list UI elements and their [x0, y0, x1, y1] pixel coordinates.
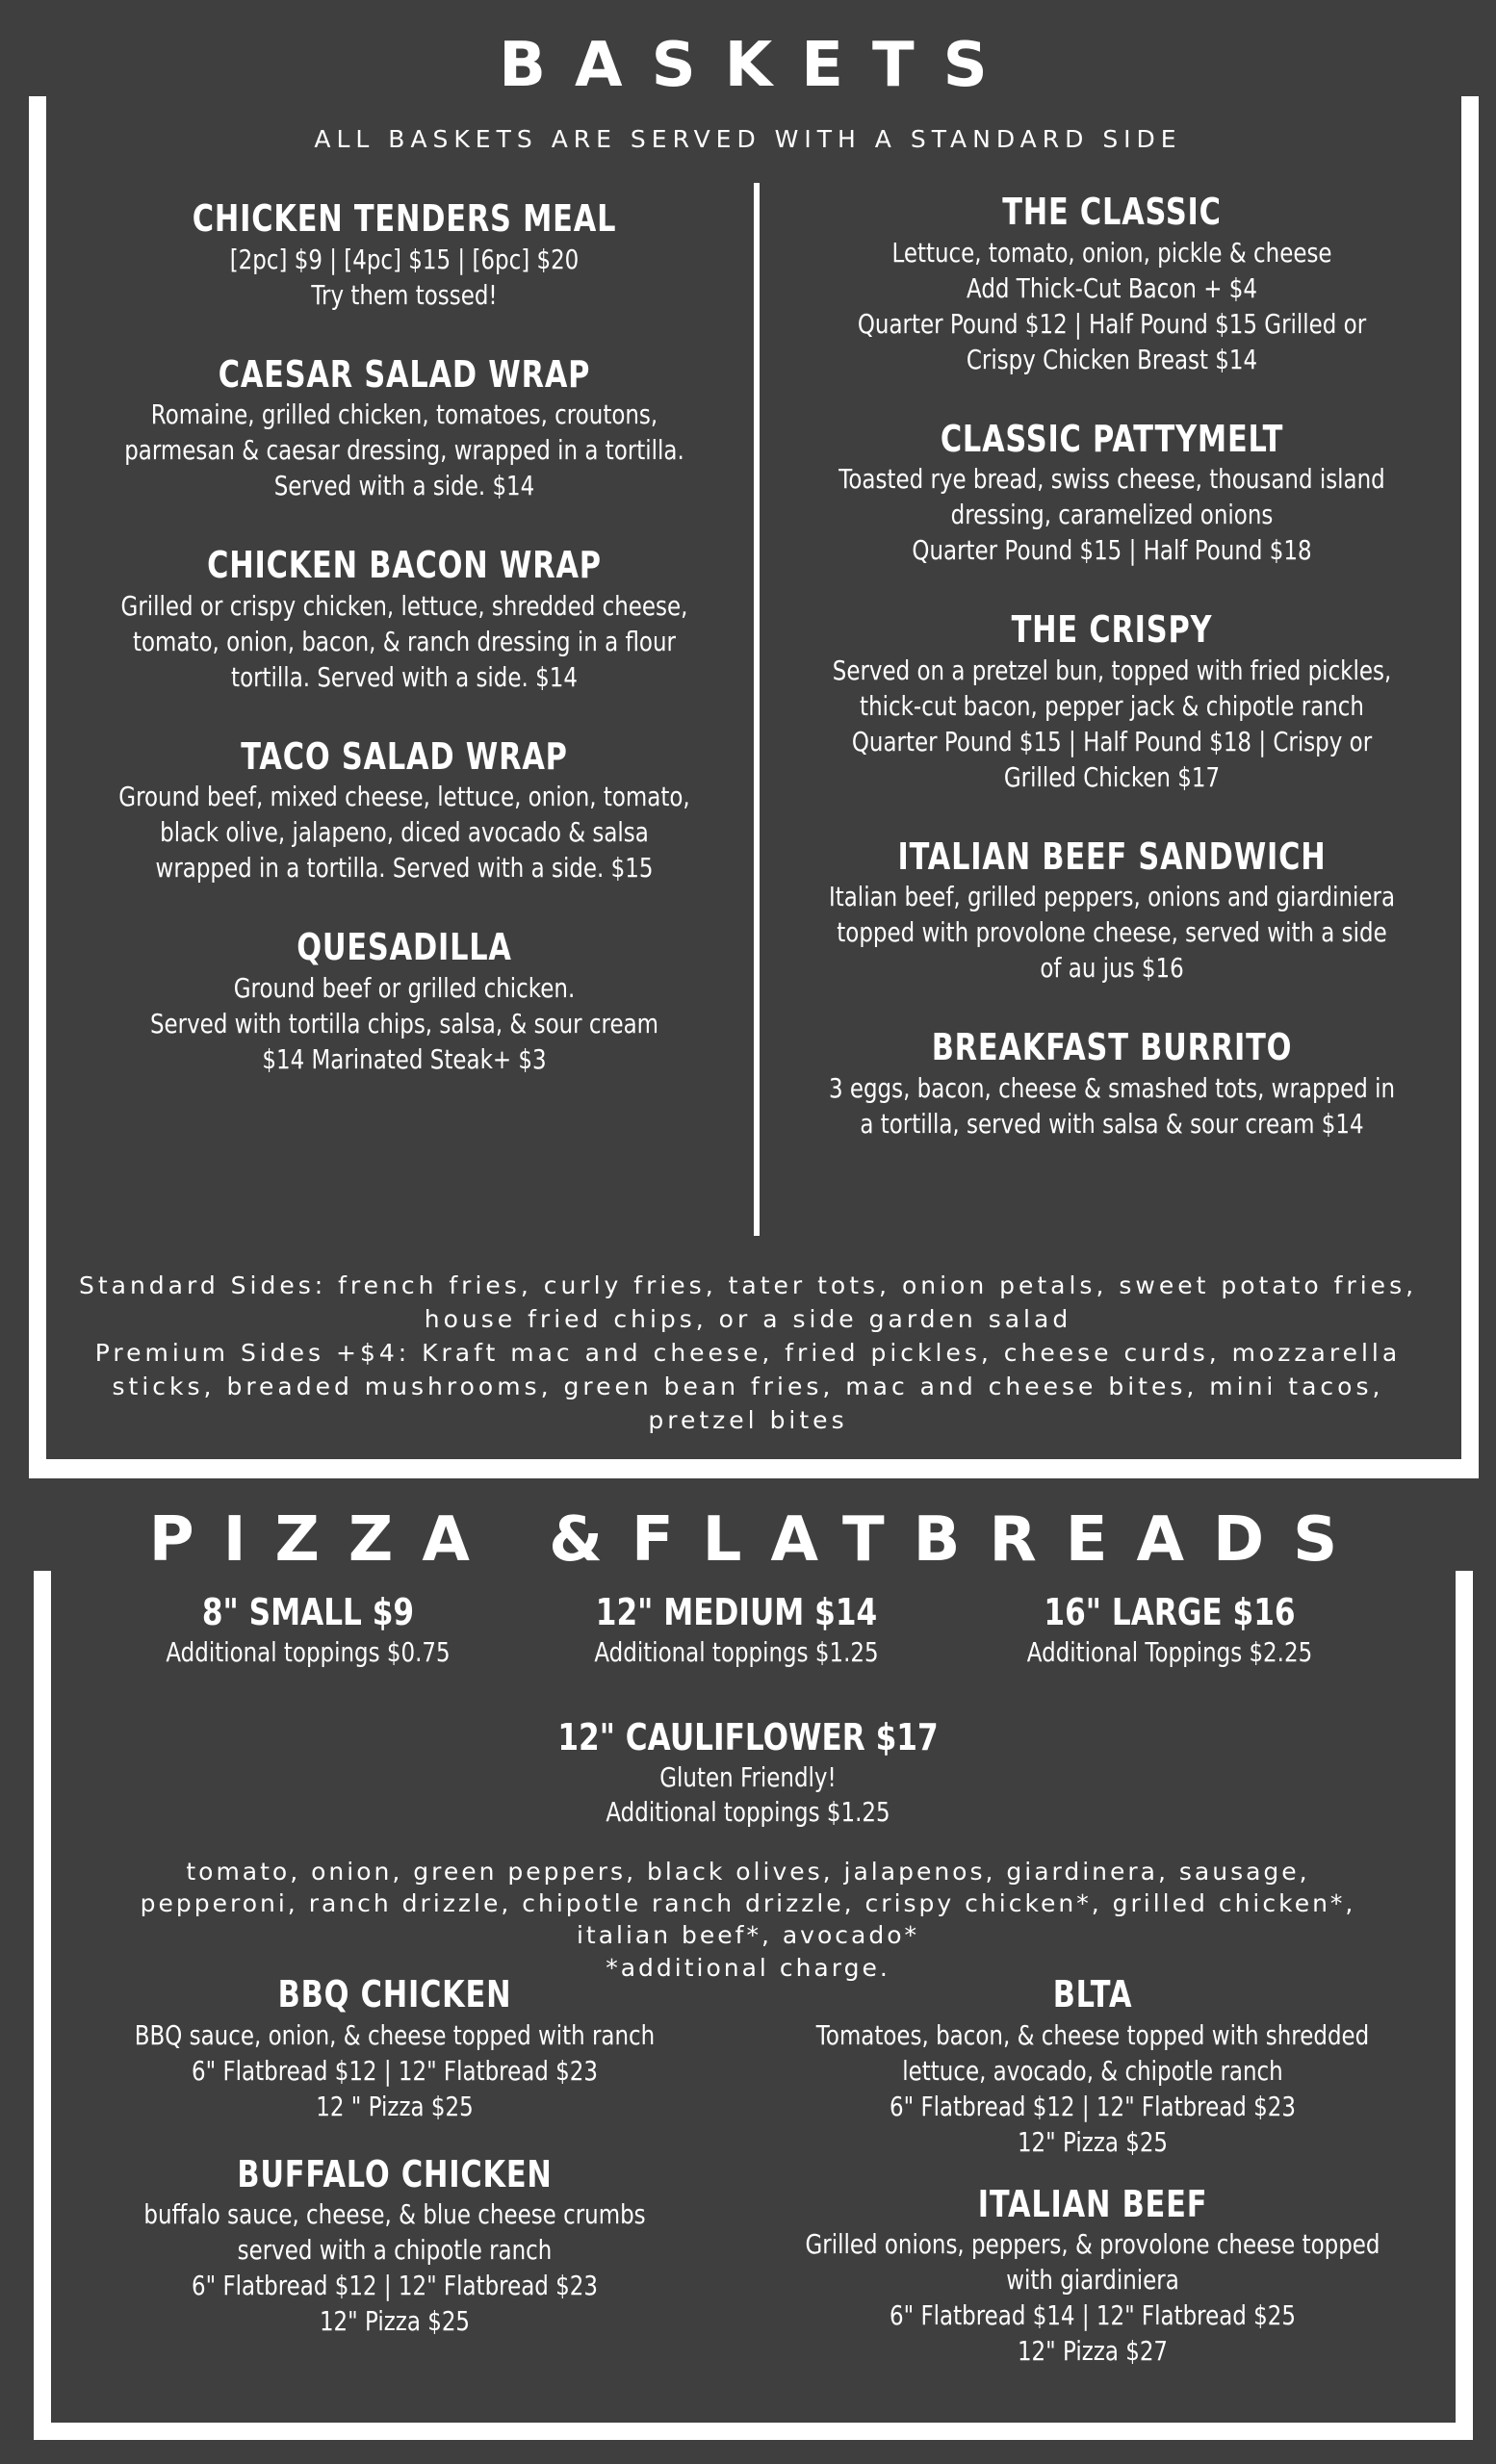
size-desc: Additional toppings $0.75 — [166, 1635, 451, 1668]
menu-item — [741, 2183, 1444, 2370]
size-large — [958, 1591, 1381, 1670]
standard-sides: Standard Sides: french fries, curly fries, tater tots, onion petals, sweet potato fries, house fried chips, or a side garden salad — [78, 1271, 1418, 1333]
item-title: QUESADILLA — [297, 926, 512, 969]
pizza-title: PIZZA &FLATBREADS — [0, 1509, 1496, 1571]
item-desc: BBQ sauce, onion, & cheese topped with ranch 6" Flatbread $12 | 12" Flatbread $23 12 " Pizza $25 — [134, 2018, 656, 2122]
item-desc: Lettuce, tomato, onion, pickle & cheese Add Thick-Cut Bacon + $4 Quarter Pound $12 | Half Pound $15 Grilled or Crispy Chicken Breast $14 — [857, 236, 1367, 375]
baskets-subtitle: ALL BASKETS ARE SERVED WITH A STANDARD SIDE — [314, 125, 1182, 153]
size-cauliflower — [0, 1716, 1496, 1830]
item-desc: Italian beef, grilled peppers, onions and giardiniera topped with provolone cheese, served with a side of au jus $16 — [828, 881, 1396, 985]
size-title: 16" LARGE $16 — [1044, 1591, 1296, 1633]
item-desc: buffalo sauce, cheese, & blue cheese crumbs served with a chipotle ranch 6" Flatbread $12 | 12" Flatbread $23 12" Pizza $25 — [143, 2198, 646, 2338]
item-desc: Served on a pretzel bun, topped with fried pickles, thick-cut bacon, pepper jack & chipotle ranch Quarter Pound $15 | Half Pound $18 | Crispy or Grilled Chicken $17 — [832, 654, 1392, 793]
size-desc: Additional toppings $1.25 — [594, 1635, 879, 1668]
size-medium — [525, 1591, 948, 1670]
baskets-frame-right — [1461, 60, 1479, 1478]
menu-item — [765, 835, 1458, 987]
item-title: BUFFALO CHICKEN — [237, 2152, 553, 2195]
size-desc: Additional Toppings $2.25 — [1026, 1635, 1313, 1668]
item-desc: Ground beef, mixed cheese, lettuce, onion, tomato, black olive, jalapeno, diced avocado & salsa wrapped in a tortilla. Served with a side. $15 — [118, 781, 690, 885]
baskets-left-column — [53, 197, 756, 1117]
item-title: BREAKFAST BURRITO — [931, 1026, 1293, 1069]
item-title: CHICKEN TENDERS MEAL — [192, 197, 617, 240]
menu-item — [72, 2153, 717, 2340]
item-title: CAESAR SALAD WRAP — [218, 352, 591, 396]
item-title: TACO SALAD WRAP — [241, 734, 568, 778]
item-title: CLASSIC PATTYMELT — [940, 417, 1284, 460]
baskets-right-column — [765, 191, 1458, 1182]
item-title: ITALIAN BEEF SANDWICH — [897, 834, 1327, 878]
baskets-frame-left — [29, 60, 46, 1478]
menu-item — [53, 353, 756, 504]
pizza-frame-bottom — [34, 2423, 1473, 2440]
menu-item — [53, 197, 756, 313]
premium-sides: Premium Sides +$4: Kraft mac and cheese, fried pickles, cheese curds, mozzarella sticks, breaded mushrooms, green bean fries, mac and cheese bites, mini tacos, pretzel bites — [94, 1339, 1402, 1434]
menu-item — [53, 735, 756, 886]
item-desc: Ground beef or grilled chicken. Served with tortilla chips, salsa, & sour cream $14 Marinated Steak+ $3 — [149, 971, 659, 1075]
item-desc: 3 eggs, bacon, cheese & smashed tots, wrapped in a tortilla, served with salsa & sour cream $14 — [828, 1071, 1396, 1140]
item-title: ITALIAN BEEF — [977, 2182, 1208, 2225]
baskets-title: BASKETS — [0, 35, 1496, 96]
item-title: BBQ CHICKEN — [277, 1973, 512, 2015]
item-desc: Romaine, grilled chicken, tomatoes, croutons, parmesan & caesar dressing, wrapped in a tortilla. Served with a side. $14 — [124, 398, 684, 502]
menu-item — [765, 418, 1458, 569]
menu-item — [765, 191, 1458, 377]
item-desc: Grilled or crispy chicken, lettuce, shredded cheese, tomato, onion, bacon, & ranch dressing in a flour tortilla. Served with a side. $14 — [120, 589, 688, 693]
toppings-list: tomato, onion, green peppers, black olives, jalapenos, giardinera, sausage, pepperoni, ranch drizzle, chipotle ranch drizzle, crispy chicken*, grilled chicken*, italian beef*, avocado* — [140, 1858, 1356, 1949]
size-desc: Gluten Friendly! — [659, 1760, 837, 1793]
toppings-note: *additional charge. — [606, 1954, 890, 1982]
baskets-frame-bottom — [29, 1459, 1479, 1478]
item-title: CHICKEN BACON WRAP — [207, 544, 602, 587]
menu-item — [72, 1973, 717, 2124]
item-desc: Toasted rye bread, swiss cheese, thousand island dressing, caramelized onions Quarter Pound $15 | Half Pound $18 — [838, 463, 1385, 567]
size-small — [96, 1591, 520, 1670]
pizza-left-column — [72, 1973, 717, 2379]
menu-item — [53, 926, 756, 1077]
item-title: BLTA — [1052, 1973, 1133, 2015]
size-title: 12" CAULIFLOWER $17 — [557, 1716, 939, 1758]
menu-item — [53, 544, 756, 695]
pizza-right-column — [741, 1973, 1444, 2409]
item-title: THE CLASSIC — [1002, 191, 1222, 233]
size-title: 8" SMALL $9 — [201, 1591, 415, 1633]
menu-item — [765, 1026, 1458, 1142]
item-desc: [2pc] $9 | [4pc] $15 | [6pc] $20 Try them tossed! — [229, 243, 580, 311]
item-title: THE CRISPY — [1011, 608, 1213, 652]
menu-item — [765, 608, 1458, 795]
menu-item — [741, 1973, 1444, 2160]
pizza-frame-left — [34, 1537, 51, 2440]
item-desc: Tomatoes, bacon, & cheese topped with shredded lettuce, avocado, & chipotle ranch 6" Flatbread $12 | 12" Flatbread $23 12" Pizza $25 — [815, 2018, 1370, 2158]
item-desc: Grilled onions, peppers, & provolone cheese topped with giardiniera 6" Flatbread $14 | 12" Flatbread $25 12" Pizza $27 — [805, 2228, 1380, 2368]
size-desc: Additional toppings $1.25 — [606, 1795, 890, 1828]
size-title: 12" MEDIUM $14 — [595, 1591, 878, 1633]
pizza-frame-right — [1456, 1537, 1473, 2440]
